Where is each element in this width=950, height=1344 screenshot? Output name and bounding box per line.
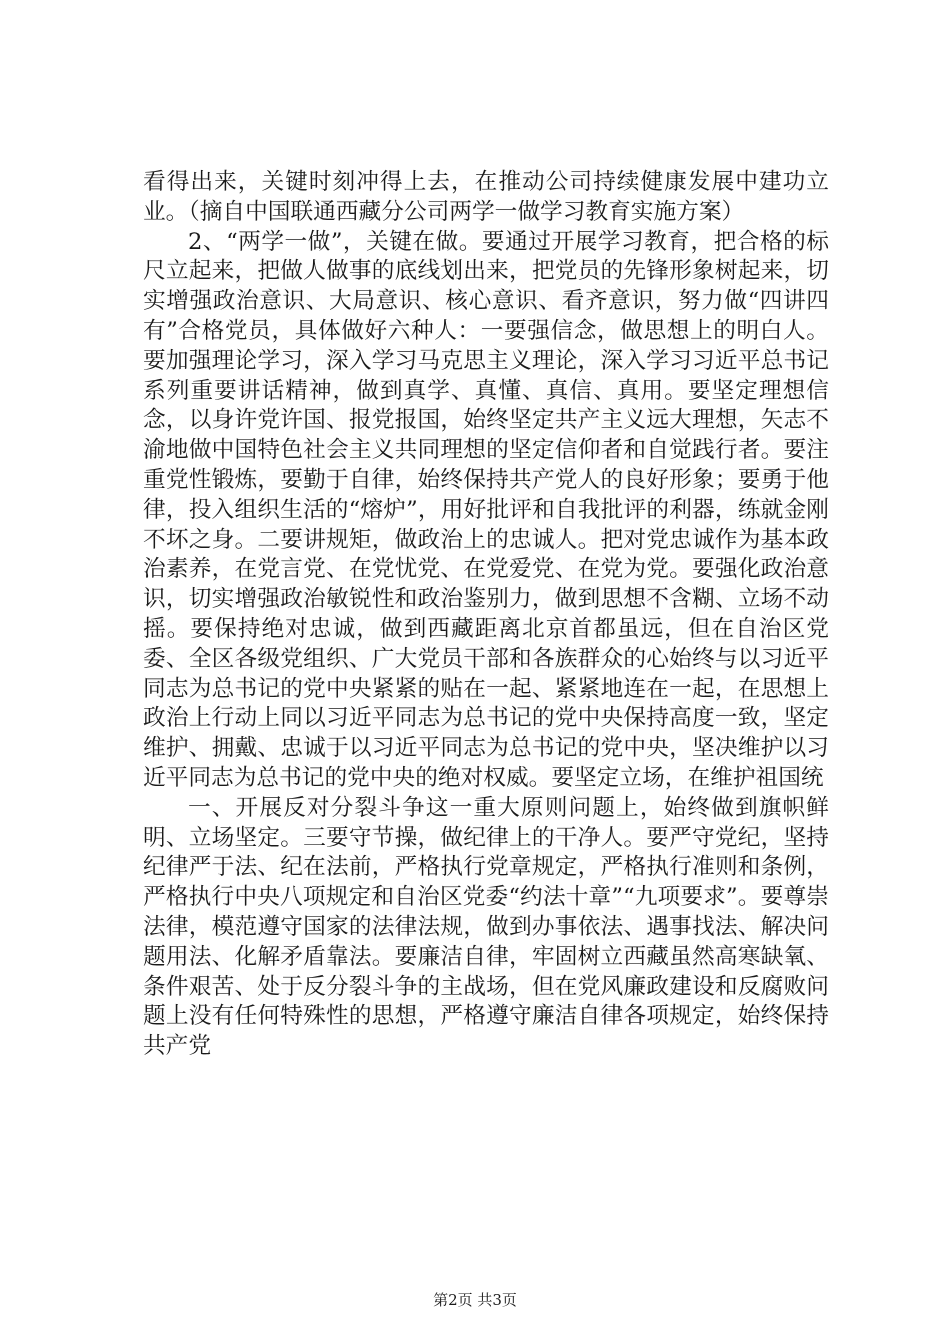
paragraph-anti-separatism: 一、开展反对分裂斗争这一重大原则问题上，始终做到旗帜鲜明、立场坚定。三要守节操，做纪律上的干净人。要严守党纪，坚持纪律严于法、纪在法前，严格执行党章规定，严格执行准则和条例，严格执行中央八项规定和自治区党委“约法十章”“九项要求”。要尊崇法律，模范遵守国家的法律法规，做到办事依法、遇事找法、解决问题用法、化解矛盾靠法。要廉洁自律，牢固树立西藏虽然高寒缺氧、条件艰苦、处于反分裂斗争的主战场，但在党风廉政建设和反腐败问题上没有任何特殊性的思想，严格遵守廉洁自律各项规定，始终保持共产党 <box>143 794 829 1060</box>
paragraph-continuation: 看得出来，关键时刻冲得上去，在推动公司持续健康发展中建功立业。（摘自中国联通西藏分公司两学一做学习教育实施方案） <box>143 169 829 225</box>
page-number-footer: 第2页 共3页 <box>433 1291 517 1309</box>
paragraph-two-study-one-do: 2、“两学一做”，关键在做。要通过开展学习教育，把合格的标尺立起来，把做人做事的底线划出来，把党员的先锋形象树起来，切实增强政治意识、大局意识、核心意识、看齐意识，努力做“四讲四有”合格党员，具体做好六种人：一要强信念，做思想上的明白人。要加强理论学习，深入学习马克思主义理论，深入学习习近平总书记系列重要讲话精神，做到真学、真懂、真信、真用。要坚定理想信念，以身许党许国、报党报国，始终坚定共产主义远大理想，矢志不渝地做中国特色社会主义共同理想的坚定信仰者和自觉践行者。要注重党性锻炼，要勤于自律，始终保持共产党人的良好形象；要勇于他律，投入组织生活的“熔炉”，用好批评和自我批评的利器，练就金刚不坏之身。二要讲规矩，做政治上的忠诚人。把对党忠诚作为基本政治素养，在党言党、在党忧党、在党爱党、在党为党。要强化政治意识，切实增强政治敏锐性和政治鉴别力，做到思想不含糊、立场不动摇。要保持绝对忠诚，做到西藏距离北京首都虽远，但在自治区党委、全区各级党组织、广大党员干部和各族群众的心始终与以习近平同志为总书记的党中央紧紧的贴在一起、紧紧地连在一起，在思想上政治上行动上同以习近平同志为总书记的党中央保持高度一致，坚定维护、拥戴、忠诚于以习近平同志为总书记的党中央，坚决维护以习近平同志为总书记的党中央的绝对权威。要坚定立场，在维护祖国统 <box>143 228 829 791</box>
document-body <box>143 168 829 1062</box>
